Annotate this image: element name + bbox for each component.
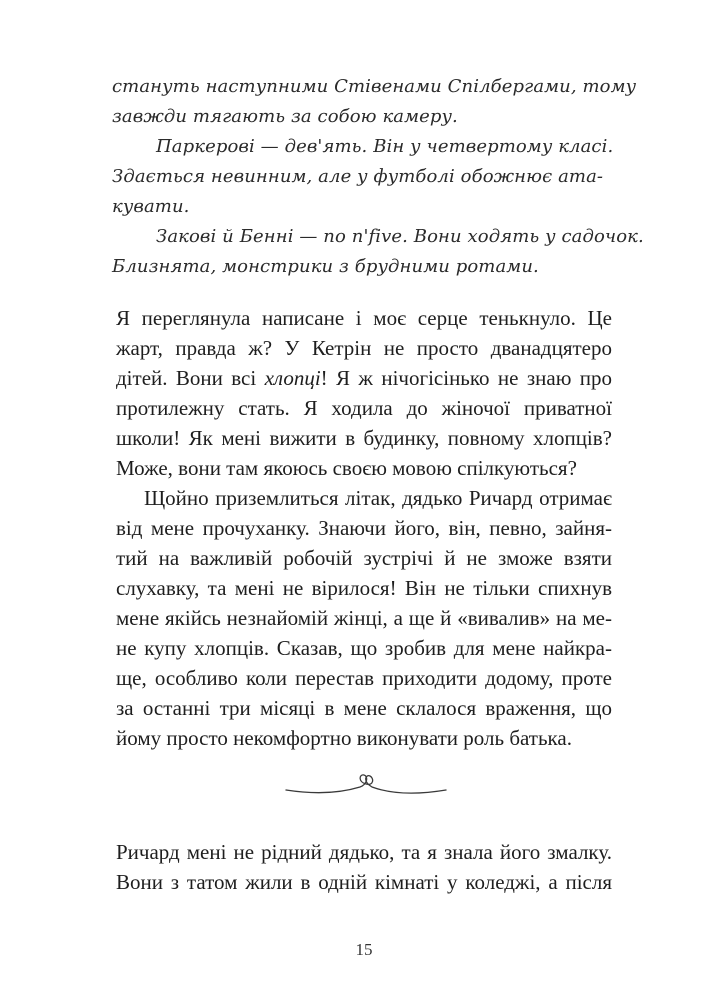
text-line: від мене прочуханку. Знаючи його, він, певно, зайня- (116, 516, 612, 540)
text-line: йому просто некомфортно виконувати роль батька. (116, 726, 573, 750)
text-line (116, 363, 612, 393)
note-line: Закові й Бенні — по п'five. Вони ходять у садочок. (156, 226, 644, 247)
note-line: Паркерові — дев'ять. Він у четвертому класі. (156, 136, 614, 157)
text-line: протилежну стать. Я ходила до жіночої приватної (116, 396, 612, 420)
text-line: Може, вони там якоюсь своєю мовою спілкуються? (116, 456, 577, 480)
text-line: ще, особливо коли перестав приходити додому, проте (116, 666, 612, 690)
text-line: жарт, правда ж? У Кетрін не просто дванадцятеро (116, 336, 612, 360)
note-line: кувати. (112, 196, 190, 217)
text-line: Вони з татом жили в одній кімнаті у коледжі, а після (116, 870, 612, 894)
text-line: тий на важливій робочій зустрічі й не зможе взяти (116, 546, 612, 570)
text-fragment: дітей. Вони всі (116, 366, 265, 390)
note-line: завжди тягають за собою камеру. (112, 106, 458, 127)
note-line: Здається невинним, але у футболі обожнює ата- (112, 166, 604, 187)
text-line: Я переглянула написане і моє серце тенькнуло. Це (116, 306, 612, 330)
page-number: 15 (355, 940, 373, 959)
note-line: Близнята, монстрики з брудними ротами. (112, 256, 539, 277)
text-line: слухавку, та мені не вірилося! Він не тільки спихнув (116, 576, 612, 600)
flourish-divider-icon (282, 768, 450, 802)
text-line: Ричард мені не рідний дядько, та я знала його змалку. (116, 840, 612, 864)
text-fragment: ! Я ж нічогісінько не знаю про (320, 366, 613, 390)
text-line: Щойно приземлиться літак, дядько Ричард отримає (144, 486, 612, 510)
emphasis-word: хлопці (264, 366, 321, 390)
text-line: за останні три місяці в мене склалося враження, що (116, 696, 612, 720)
handwritten-note (112, 72, 644, 282)
text-line: школи! Як мені вижити в будинку, повному хлопців? (116, 426, 612, 450)
main-text-continued (116, 837, 612, 897)
text-line: не купу хлопців. Сказав, що зробив для мене найкра- (116, 636, 612, 660)
main-text (116, 303, 612, 753)
note-line: стануть наступними Стівенами Спілбергами, тому (112, 76, 637, 97)
text-line: мене якійсь незнайомій жінці, а ще й «вивалив» на ме- (116, 606, 612, 630)
